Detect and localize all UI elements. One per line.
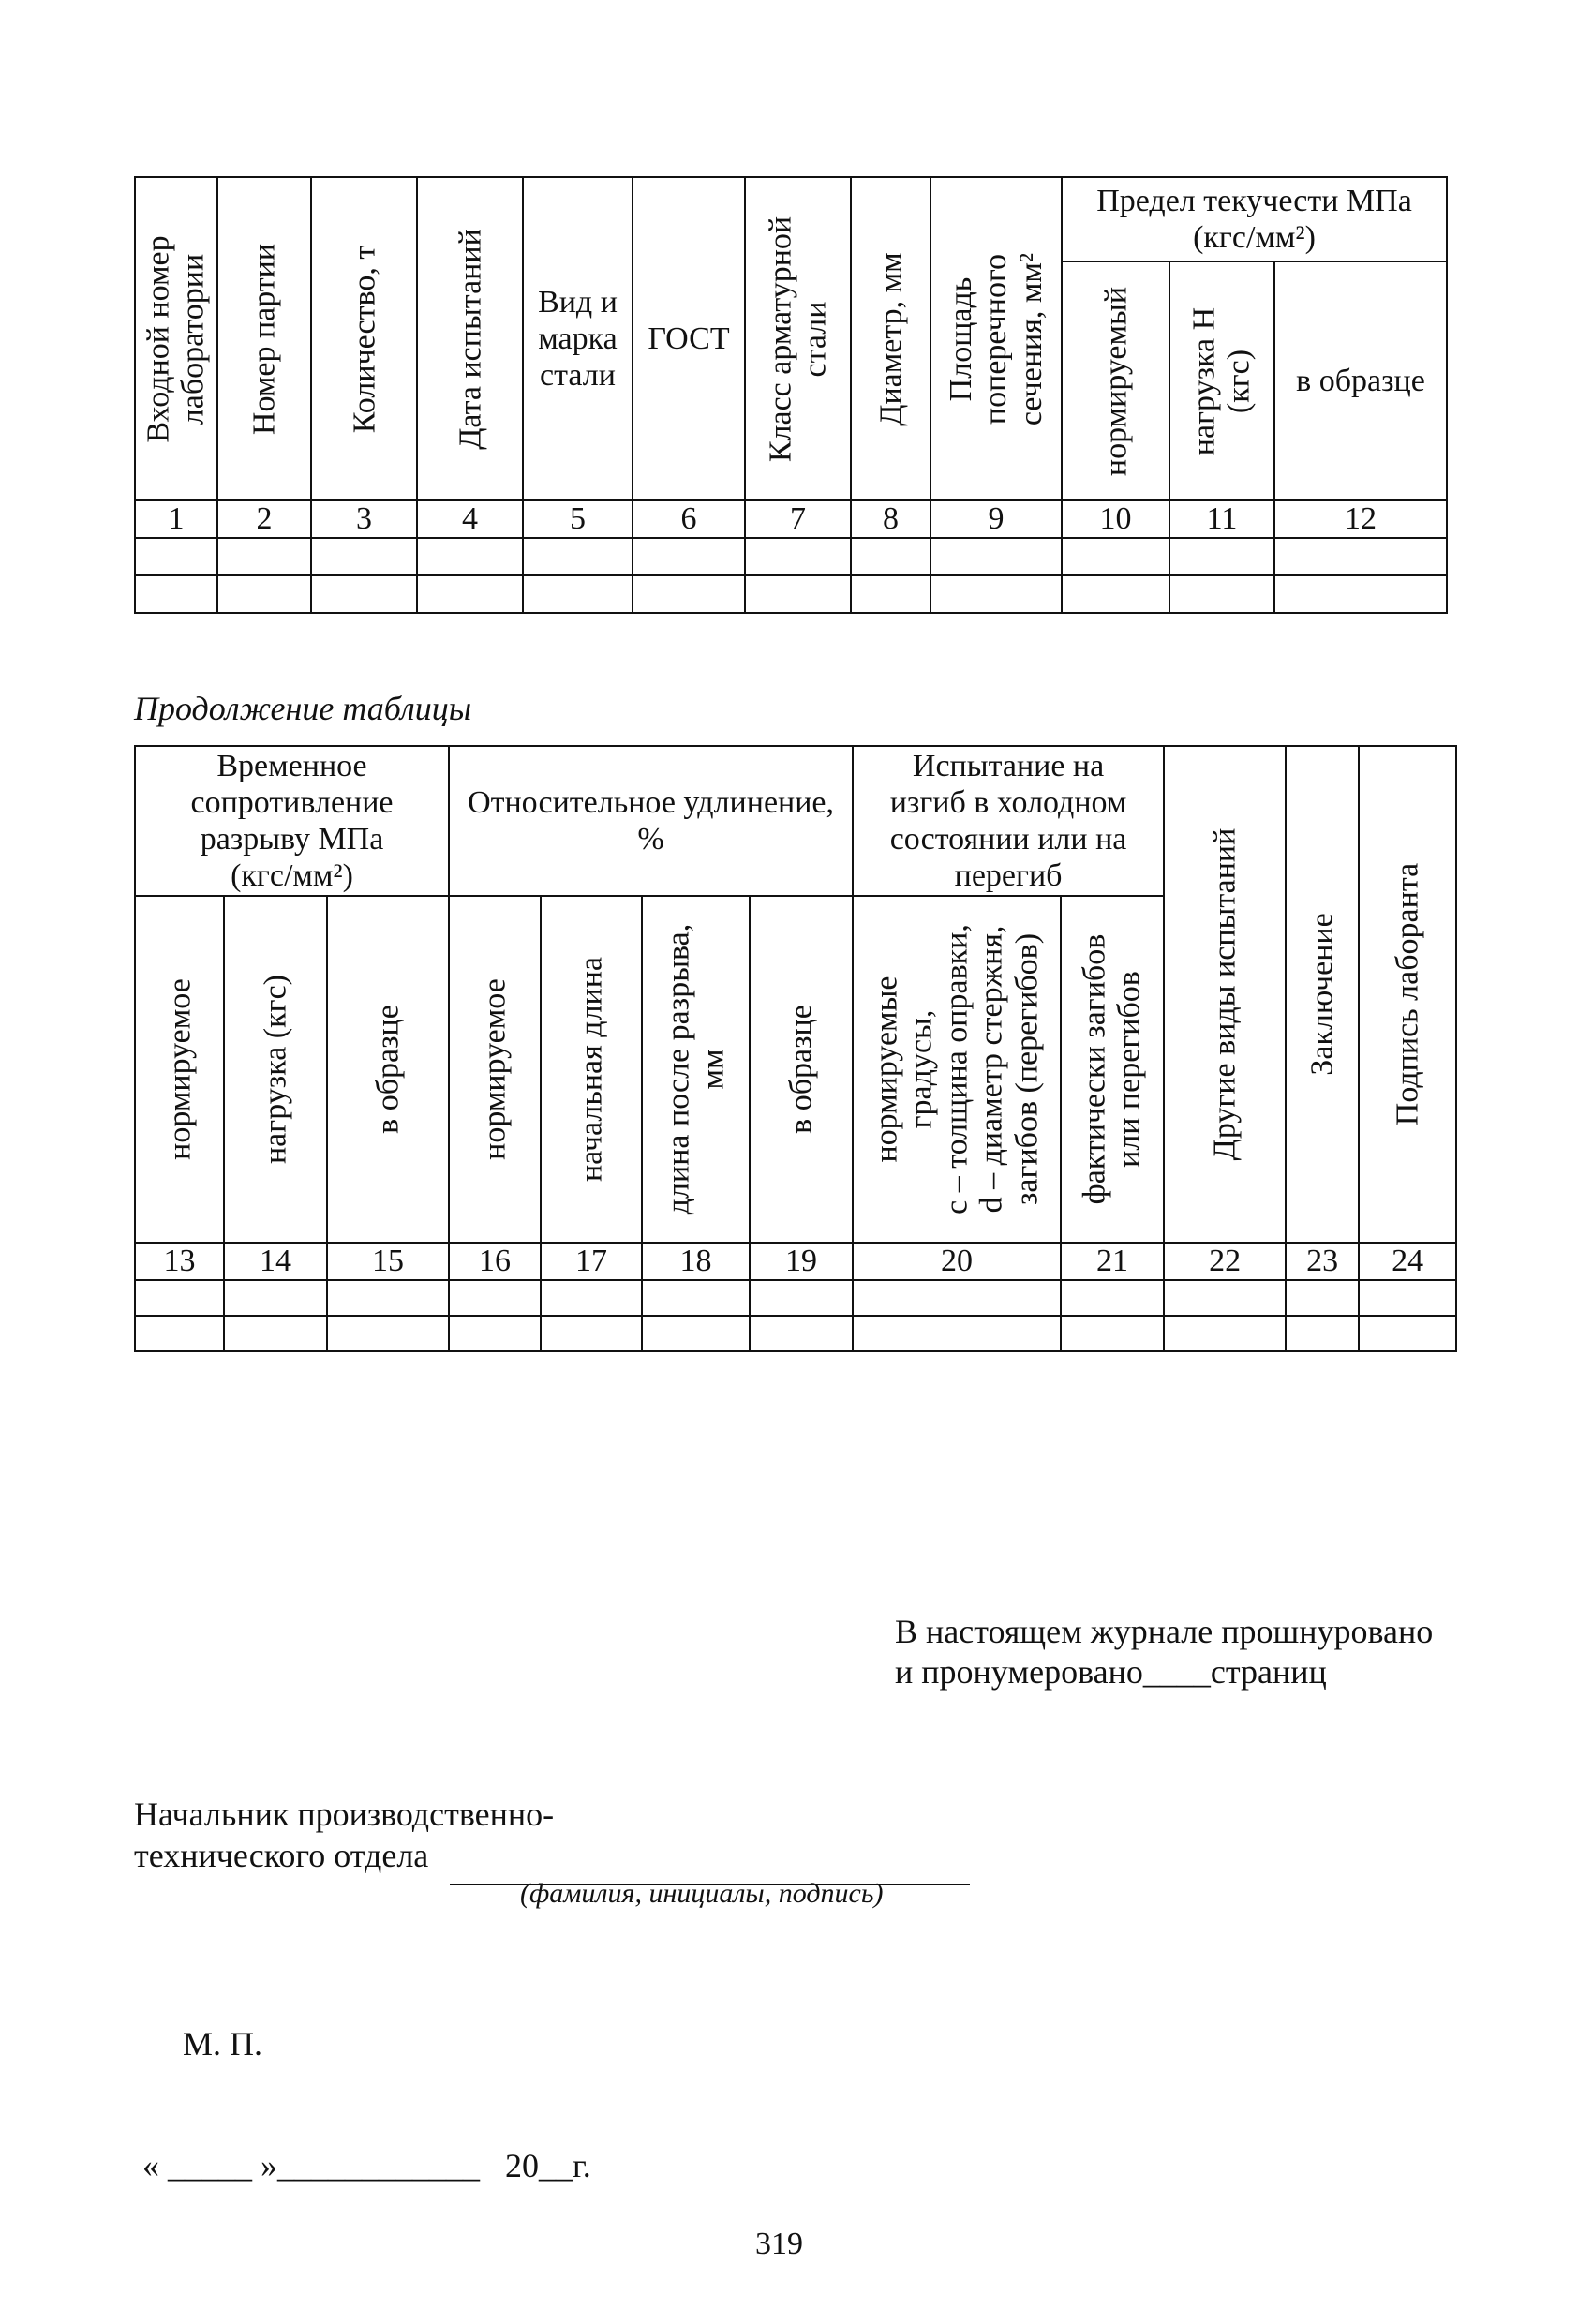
lab-results-table-part2 [134,745,1457,1352]
col-number: 3 [311,500,417,538]
table-cell[interactable] [135,1316,224,1351]
table-cell[interactable] [311,538,417,575]
page-number: 319 [755,2227,803,2261]
header-elongation-group: Относительное удлинение, % [449,746,853,896]
col-number: 16 [449,1243,541,1280]
table-cell[interactable] [745,538,851,575]
table-cell[interactable] [1169,538,1274,575]
header-elongation-sample: в образце [750,896,853,1243]
header-test-date: Дата испытаний [417,177,523,500]
table-cell[interactable] [1359,1280,1456,1316]
col-number: 23 [1286,1243,1359,1280]
header-quantity: Количество, т [311,177,417,500]
table-cell[interactable] [224,1280,327,1316]
table-cell[interactable] [1169,575,1274,613]
table-cell[interactable] [750,1280,853,1316]
col-number: 14 [224,1243,327,1280]
col-number: 13 [135,1243,224,1280]
col-number: 9 [930,500,1062,538]
col-number: 22 [1164,1243,1286,1280]
table-cell[interactable] [1061,1280,1164,1316]
col-number: 1 [135,500,217,538]
table-cell[interactable] [642,1280,750,1316]
col-number: 18 [642,1243,750,1280]
table-cell[interactable] [327,1280,449,1316]
table-cell[interactable] [642,1316,750,1351]
header-yield-load: нагрузка Н (кгс) [1169,261,1274,500]
header-yield-sample: в образце [1274,261,1447,500]
header-length-after-break: длина после разрыва, мм [642,896,750,1243]
header-diameter: Диаметр, мм [851,177,930,500]
table-cell[interactable] [1274,575,1447,613]
table-cell[interactable] [1359,1316,1456,1351]
table-row [135,575,1447,613]
col-number: 2 [217,500,311,538]
col-number: 17 [541,1243,642,1280]
table-cell[interactable] [541,1316,642,1351]
table-cell[interactable] [853,1316,1061,1351]
column-number-row [135,1243,1456,1280]
table-row [135,1280,1456,1316]
table-cell[interactable] [135,575,217,613]
header-yield-strength-group: Предел текучести МПа (кгс/мм²) [1062,177,1447,261]
col-number: 12 [1274,500,1447,538]
col-number: 6 [633,500,745,538]
table-cell[interactable] [449,1280,541,1316]
header-tensile-load: нагрузка (кгс) [224,896,327,1243]
column-number-row [135,500,1447,538]
header-tensile-strength-group: Временное сопротивление разрыву МПа (кгс/мм²) [135,746,449,896]
col-number: 24 [1359,1243,1456,1280]
department-head-label: Начальник производственно- технического отдела [134,1795,555,1874]
col-number: 4 [417,500,523,538]
table-cell[interactable] [449,1316,541,1351]
header-lab-number: Входной номер лаборатории [135,177,217,500]
table-cell[interactable] [1274,538,1447,575]
header-lab-signature: Подпись лаборанта [1359,746,1456,1243]
header-tensile-normative: нормируемое [135,896,224,1243]
table-cell[interactable] [1061,1316,1164,1351]
table-cell[interactable] [1164,1280,1286,1316]
header-bend-actual: фактически загибов или перегибов [1061,896,1164,1243]
header-gost: ГОСТ [633,177,745,500]
table-cell[interactable] [417,575,523,613]
stamp-placeholder: М. П. [183,2025,263,2063]
header-rebar-class: Класс арматурной стали [745,177,851,500]
table-cell[interactable] [851,538,930,575]
table-continuation-caption: Продолжение таблицы [134,690,472,727]
col-number: 5 [523,500,633,538]
table-cell[interactable] [311,575,417,613]
header-other-tests: Другие виды испытаний [1164,746,1286,1243]
col-number: 20 [853,1243,1061,1280]
table-cell[interactable] [1286,1280,1359,1316]
table-cell[interactable] [1286,1316,1359,1351]
header-bend-normative: нормируемые градусы, с – толщина оправки, d – диаметр стержня, загибов (перегибов) [853,896,1061,1243]
col-number: 19 [750,1243,853,1280]
col-number: 11 [1169,500,1274,538]
table-cell[interactable] [750,1316,853,1351]
header-batch-number: Номер партии [217,177,311,500]
table-cell[interactable] [1062,575,1169,613]
header-conclusion: Заключение [1286,746,1359,1243]
date-line: « _____ »____________ 20__г. [142,2147,591,2184]
table-cell[interactable] [633,538,745,575]
lab-results-table-part1 [134,176,1448,614]
table-cell[interactable] [745,575,851,613]
table-cell[interactable] [135,1280,224,1316]
table-row [135,1316,1456,1351]
table-cell[interactable] [417,538,523,575]
col-number: 8 [851,500,930,538]
col-number: 21 [1061,1243,1164,1280]
table-cell[interactable] [217,538,311,575]
table-cell[interactable] [541,1280,642,1316]
table-cell[interactable] [930,575,1062,613]
col-number: 7 [745,500,851,538]
col-number: 15 [327,1243,449,1280]
table-cell[interactable] [523,538,633,575]
header-steel-grade: Вид и марка стали [523,177,633,500]
table-cell[interactable] [930,538,1062,575]
col-number: 10 [1062,500,1169,538]
table-cell[interactable] [1062,538,1169,575]
table-cell[interactable] [1164,1316,1286,1351]
signature-caption: (фамилия, инициалы, подпись) [520,1878,884,1909]
table-cell[interactable] [851,575,930,613]
header-bend-test-group: Испытание на изгиб в холодном состоянии или на перегиб [853,746,1164,896]
header-yield-normative: нормируемый [1062,261,1169,500]
table-cell[interactable] [135,538,217,575]
header-tensile-sample: в образце [327,896,449,1243]
table-cell[interactable] [327,1316,449,1351]
table-cell[interactable] [224,1316,327,1351]
journal-binding-note: В настоящем журнале прошнуровано и пронумеровано____страниц [895,1613,1434,1691]
header-cross-section: Площадь поперечного сечения, мм² [930,177,1062,500]
header-initial-length: начальная длина [541,896,642,1243]
table-cell[interactable] [217,575,311,613]
table-cell[interactable] [523,575,633,613]
table-cell[interactable] [853,1280,1061,1316]
header-elongation-normative: нормируемое [449,896,541,1243]
table-row [135,538,1447,575]
table-cell[interactable] [633,575,745,613]
